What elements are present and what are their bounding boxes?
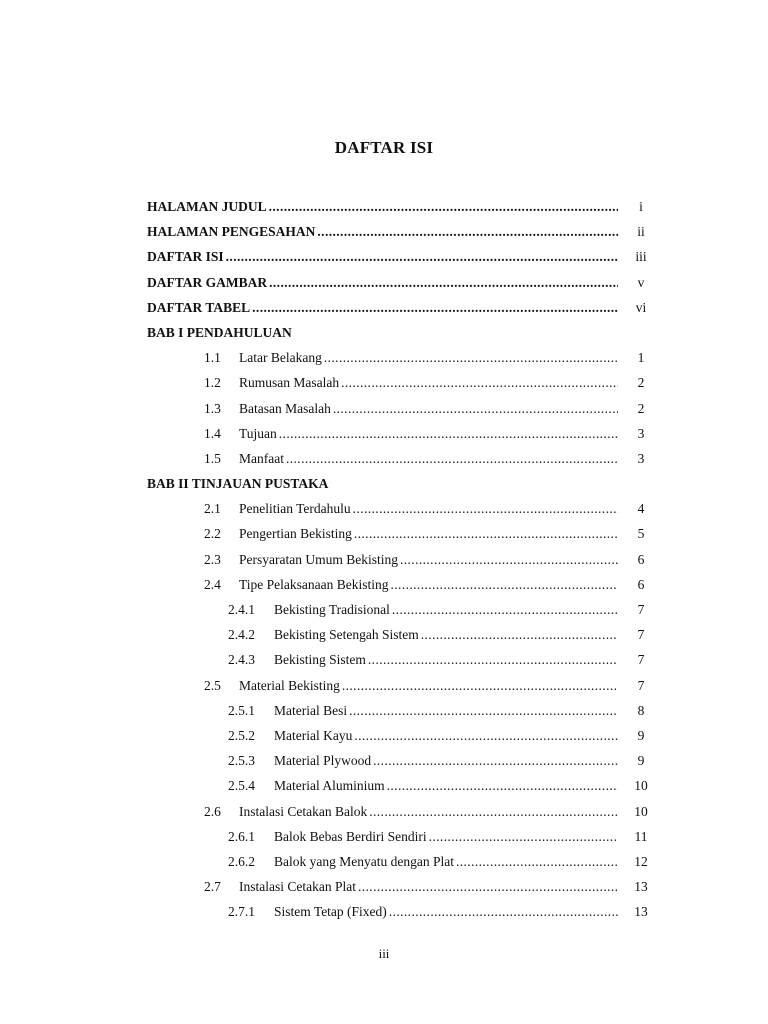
toc-entry <box>0 597 768 622</box>
toc-entry-dots <box>226 244 618 269</box>
toc-entry-page: 3 <box>637 450 645 466</box>
toc-entry-dots <box>373 748 618 773</box>
toc-entry <box>0 748 768 773</box>
toc-entry-page: 1 <box>637 350 645 366</box>
toc-entry-label: Pengertian Bekisting <box>239 521 354 546</box>
toc-entry-page: 7 <box>637 677 645 693</box>
toc-entry <box>0 723 768 748</box>
toc-entry-label: Bekisting Tradisional <box>274 597 392 622</box>
table-of-contents <box>0 194 768 924</box>
toc-entry-leader <box>274 647 618 672</box>
toc-entry-label: Latar Belakang <box>239 345 324 370</box>
toc-entry-page: 9 <box>637 727 645 743</box>
toc-entry <box>0 194 768 219</box>
toc-entry <box>0 270 768 295</box>
toc-entry <box>0 370 768 395</box>
toc-entry-label: Balok Bebas Berdiri Sendiri <box>274 824 429 849</box>
toc-entry <box>0 295 768 320</box>
toc-entry-number: 2.6 <box>204 803 221 819</box>
toc-entry-label: Persyaratan Umum Bekisting <box>239 547 400 572</box>
toc-entry-dots <box>353 496 618 521</box>
toc-entry-dots <box>369 799 618 824</box>
page-number: iii <box>378 946 390 961</box>
toc-entry-label: Tipe Pelaksanaan Bekisting <box>239 572 391 597</box>
toc-entry-number: 1.2 <box>204 375 221 391</box>
toc-entry-label: Batasan Masalah <box>239 396 333 421</box>
toc-entry-leader <box>239 572 618 597</box>
toc-entry-dots <box>341 370 618 395</box>
toc-entry-label: DAFTAR GAMBAR <box>147 270 269 295</box>
toc-entry <box>0 824 768 849</box>
toc-entry-leader <box>239 496 618 521</box>
toc-entry <box>0 547 768 572</box>
toc-entry-number: 2.3 <box>204 551 221 567</box>
toc-entry-number: 2.5.3 <box>228 753 255 769</box>
toc-entry <box>0 345 768 370</box>
toc-entry-number: 2.5.2 <box>228 727 255 743</box>
page-title: DAFTAR ISI <box>334 138 434 157</box>
toc-entry-dots <box>317 219 618 244</box>
toc-entry-leader <box>239 446 618 471</box>
toc-entry-page: 6 <box>637 551 645 567</box>
toc-entry-dots <box>400 547 618 572</box>
toc-entry-label: Tujuan <box>239 421 279 446</box>
toc-entry-leader <box>239 345 618 370</box>
toc-entry-leader <box>147 320 294 345</box>
toc-entry-number: 1.5 <box>204 450 221 466</box>
toc-entry-dots <box>429 824 618 849</box>
toc-entry-number: 2.4.1 <box>228 602 255 617</box>
toc-entry-page: 10 <box>634 778 648 794</box>
toc-entry-dots <box>324 345 618 370</box>
toc-entry <box>0 647 768 672</box>
toc-entry-dots <box>368 647 618 672</box>
toc-entry-leader <box>239 421 618 446</box>
toc-entry-number: 2.4 <box>204 576 221 592</box>
toc-entry <box>0 874 768 899</box>
toc-entry-label: Balok yang Menyatu dengan Plat <box>274 849 456 874</box>
toc-entry-label: Material Besi <box>274 698 349 723</box>
toc-entry-leader <box>274 723 618 748</box>
toc-entry-label: Rumusan Masalah <box>239 370 341 395</box>
toc-entry-leader <box>147 194 618 219</box>
toc-entry-number: 2.5.4 <box>228 778 255 794</box>
toc-entry-dots <box>342 673 618 698</box>
toc-entry-number: 2.6.2 <box>228 853 255 869</box>
toc-entry-leader <box>274 597 618 622</box>
toc-entry-label: Manfaat <box>239 446 286 471</box>
toc-entry-dots <box>279 421 618 446</box>
toc-entry-page: vi <box>635 299 647 315</box>
toc-entry-number: 1.3 <box>204 400 221 416</box>
toc-entry-dots <box>286 446 618 471</box>
toc-entry-leader <box>147 244 618 269</box>
toc-entry-leader <box>274 824 618 849</box>
toc-entry <box>0 849 768 874</box>
toc-entry-page: iii <box>635 249 647 265</box>
toc-entry-leader <box>147 270 618 295</box>
toc-entry-page: 7 <box>637 602 645 617</box>
toc-entry-label: Penelitian Terdahulu <box>239 496 353 521</box>
toc-entry <box>0 572 768 597</box>
toc-entry-leader <box>239 396 618 421</box>
toc-entry-leader <box>239 874 618 899</box>
toc-entry-number: 2.6.1 <box>228 828 255 844</box>
toc-entry-label: Bekisting Setengah Sistem <box>274 622 421 647</box>
toc-entry-dots <box>421 622 618 647</box>
toc-entry-leader <box>239 370 618 395</box>
toc-entry-page: 3 <box>637 425 645 441</box>
toc-entry-number: 2.5 <box>204 677 221 693</box>
toc-entry-leader <box>239 799 618 824</box>
toc-entry-dots <box>269 194 618 219</box>
toc-entry-page: 13 <box>634 879 648 895</box>
toc-entry-leader <box>239 521 618 546</box>
toc-entry <box>0 521 768 546</box>
toc-entry-leader <box>274 773 618 798</box>
toc-entry <box>0 421 768 446</box>
toc-entry <box>0 673 768 698</box>
toc-entry-label: Material Aluminium <box>274 773 387 798</box>
toc-entry-page: 6 <box>637 576 645 592</box>
toc-entry-page: 7 <box>637 627 645 643</box>
toc-entry <box>0 496 768 521</box>
toc-entry-leader <box>274 698 618 723</box>
toc-entry-number: 2.5.1 <box>228 702 255 718</box>
toc-entry-number: 2.7.1 <box>228 904 255 920</box>
toc-entry-page: 10 <box>634 803 648 819</box>
toc-entry-dots <box>333 396 618 421</box>
toc-entry-label: BAB II TINJAUAN PUSTAKA <box>147 471 330 496</box>
toc-entry-page: 2 <box>637 400 645 416</box>
toc-entry-dots <box>358 874 618 899</box>
toc-entry-page: 7 <box>637 652 645 668</box>
toc-entry-number: 1.4 <box>204 425 221 441</box>
toc-entry-page: 4 <box>637 501 645 517</box>
toc-entry <box>0 219 768 244</box>
toc-entry <box>0 698 768 723</box>
toc-entry-dots <box>349 698 618 723</box>
toc-entry-leader <box>147 471 330 496</box>
toc-entry-page: 9 <box>637 753 645 769</box>
toc-entry <box>0 471 768 496</box>
toc-entry-dots <box>456 849 618 874</box>
toc-entry-label: Material Bekisting <box>239 673 342 698</box>
toc-entry-dots <box>354 521 618 546</box>
toc-entry-page: i <box>639 199 643 214</box>
toc-entry <box>0 396 768 421</box>
toc-entry-dots <box>354 723 618 748</box>
toc-entry-dots <box>252 295 618 320</box>
toc-entry-page: 12 <box>634 853 648 869</box>
toc-entry <box>0 773 768 798</box>
toc-entry-page: 11 <box>634 828 648 844</box>
toc-entry-dots <box>389 899 618 924</box>
toc-entry <box>0 899 768 924</box>
toc-entry-leader <box>239 673 618 698</box>
toc-entry-page: 13 <box>634 904 648 920</box>
toc-entry-number: 1.1 <box>204 350 221 366</box>
toc-entry-leader <box>274 622 618 647</box>
toc-entry-dots <box>387 773 618 798</box>
toc-entry-label: Material Kayu <box>274 723 354 748</box>
toc-entry-leader <box>239 547 618 572</box>
toc-entry-label: Instalasi Cetakan Balok <box>239 799 369 824</box>
toc-entry <box>0 320 768 345</box>
toc-entry-label: BAB I PENDAHULUAN <box>147 320 294 345</box>
toc-entry-label: Instalasi Cetakan Plat <box>239 874 358 899</box>
toc-entry <box>0 446 768 471</box>
toc-entry-label: DAFTAR ISI <box>147 244 226 269</box>
toc-entry-page: 5 <box>637 526 645 542</box>
toc-entry <box>0 622 768 647</box>
toc-entry-dots <box>392 597 618 622</box>
toc-entry-label: HALAMAN PENGESAHAN <box>147 219 317 244</box>
toc-entry-number: 2.4.2 <box>228 627 255 643</box>
toc-entry-leader <box>274 849 618 874</box>
toc-entry-leader <box>147 295 618 320</box>
toc-entry-dots <box>269 270 618 295</box>
toc-entry-number: 2.4.3 <box>228 652 255 668</box>
toc-entry-label: Sistem Tetap (Fixed) <box>274 899 389 924</box>
toc-entry-label: HALAMAN JUDUL <box>147 194 269 219</box>
toc-entry-page: v <box>637 274 645 290</box>
toc-entry-leader <box>147 219 618 244</box>
toc-entry-number: 2.1 <box>204 501 221 517</box>
toc-entry-page: 8 <box>637 702 645 718</box>
toc-entry-leader <box>274 748 618 773</box>
toc-entry-label: Material Plywood <box>274 748 373 773</box>
toc-entry-page: 2 <box>637 375 645 391</box>
toc-entry-label: DAFTAR TABEL <box>147 295 252 320</box>
toc-entry-page: ii <box>637 224 645 240</box>
toc-entry <box>0 799 768 824</box>
toc-entry-leader <box>274 899 618 924</box>
toc-entry-label: Bekisting Sistem <box>274 647 368 672</box>
toc-entry-number: 2.7 <box>204 879 221 895</box>
toc-entry-number: 2.2 <box>204 526 221 542</box>
toc-entry-dots <box>391 572 619 597</box>
toc-entry <box>0 244 768 269</box>
